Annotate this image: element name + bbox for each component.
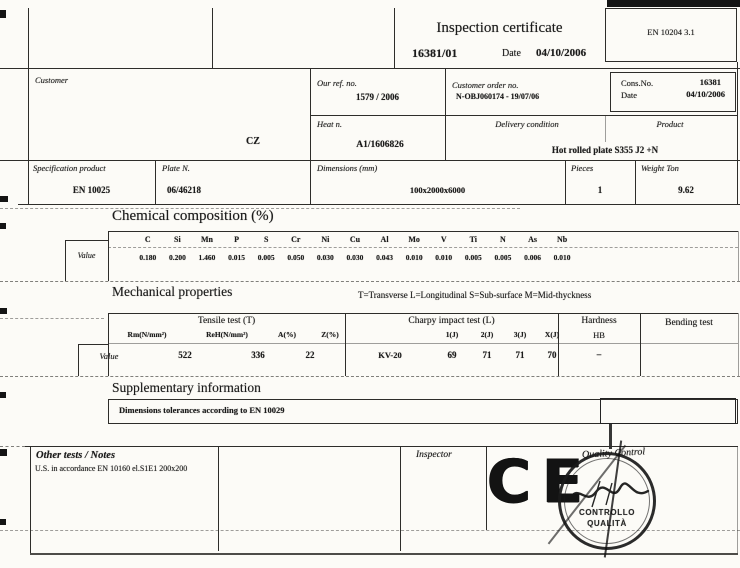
hardness-group-label: Hardness: [581, 316, 617, 326]
rule-line: [212, 8, 213, 68]
mechanical-heading: Mechanical properties: [112, 284, 233, 299]
chemical-elements-row: [133, 235, 577, 244]
delivery-condition-label: Delivery condition: [495, 119, 559, 129]
weight-value: 9.62: [678, 185, 694, 195]
element-header: Ni: [321, 235, 330, 244]
rule-line: [0, 281, 740, 282]
element-value: 0.180: [139, 253, 157, 262]
rule-line: [78, 344, 108, 345]
certificate-date: 04/10/2006: [536, 47, 587, 59]
element-header: N: [500, 235, 506, 244]
element-header: Mo: [408, 235, 420, 244]
element-value: 0.015: [228, 253, 246, 262]
tensile-col-rm: Rm(N/mm²): [127, 330, 167, 339]
mechanical-value-label: Value: [99, 351, 119, 361]
our-ref-label: Our ref. no.: [317, 78, 357, 88]
cons-no-value: 16381: [699, 77, 721, 87]
scan-artifact: [0, 449, 7, 456]
element-header: S: [263, 235, 269, 244]
dimensions-label: Dimensions (mm): [317, 163, 378, 173]
product-value: Hot rolled plate S355 J2 +N: [551, 145, 659, 155]
charpy-value-3: 71: [515, 350, 525, 360]
element-header: Ti: [469, 235, 478, 244]
standard-label: EN 10204 3.1: [647, 27, 695, 37]
supplementary-note: Dimensions tolerances according to EN 10029: [119, 405, 285, 415]
rule-line: [0, 68, 740, 69]
charpy-test-label: KV-20: [378, 350, 402, 360]
element-value: 0.043: [376, 253, 393, 262]
chemical-heading: Chemical composition (%): [112, 208, 274, 224]
cons-date-value: 04/10/2006: [686, 89, 725, 99]
rule-line: [0, 446, 25, 447]
rule-line: [394, 8, 395, 68]
customer-order-value: N-OBJ060174 - 19/07/06: [456, 92, 540, 101]
scan-artifact: [0, 223, 6, 229]
element-header: V: [440, 235, 447, 244]
rule-line: [635, 160, 636, 205]
hardness-unit-label: HB: [593, 330, 605, 340]
customer-label: Customer: [35, 75, 69, 85]
rule-line: [738, 313, 739, 376]
charpy-col-3: 3(J): [513, 330, 527, 339]
tensile-col-a: A(%): [278, 330, 296, 339]
tensile-col-z: Z(%): [321, 330, 339, 339]
heat-value: A1/1606826: [356, 140, 404, 150]
charpy-col-1: 1(J): [445, 330, 459, 339]
element-value: 0.005: [494, 253, 512, 262]
rule-line: [108, 231, 738, 232]
scan-artifact: [0, 392, 6, 398]
rule-line: [400, 446, 401, 551]
charpy-value-1: 69: [447, 350, 457, 360]
scan-artifact: [0, 318, 104, 319]
element-value: 0.006: [524, 253, 541, 262]
rule-line: [0, 160, 740, 161]
customer-order-label: Customer order no.: [452, 80, 519, 90]
consignment-box: [610, 72, 736, 112]
rule-line: [65, 240, 108, 241]
rule-line: [218, 446, 219, 551]
rule-line: [155, 160, 156, 205]
element-value: 0.005: [257, 253, 275, 262]
rule-line: [108, 247, 738, 248]
element-header: Si: [174, 235, 181, 244]
element-value: 0.030: [316, 253, 334, 262]
specification-value: EN 10025: [72, 185, 111, 195]
heat-label: Heat n.: [317, 119, 343, 129]
rule-line: [108, 313, 738, 314]
quality-control-label: Quality Control: [581, 446, 646, 461]
element-value: 0.030: [346, 253, 364, 262]
rule-line: [737, 62, 738, 205]
charpy-value-2: 71: [482, 350, 492, 360]
chemical-values-row: [133, 253, 577, 262]
rule-line: [310, 115, 738, 116]
dimensions-value: 100x2000x6000: [409, 185, 466, 195]
element-value: 0.005: [464, 253, 482, 262]
supplementary-right-cell: [600, 398, 736, 424]
tensile-group-label: Tensile test (T): [197, 316, 256, 326]
element-header: Cr: [291, 235, 301, 244]
bending-group-label: Bending test: [665, 318, 713, 328]
rule-line: [310, 68, 311, 160]
scan-artifact: [607, 0, 740, 7]
element-header: P: [234, 235, 240, 244]
element-value: 0.010: [553, 253, 571, 262]
inspector-label: Inspector: [416, 450, 452, 460]
scan-artifact: [0, 10, 6, 18]
tensile-value-rm: 522: [178, 350, 192, 360]
customer-country: CZ: [246, 136, 260, 147]
certificate-title: Inspection certificate: [436, 20, 563, 36]
hardness-value: –: [596, 349, 602, 359]
element-header: Al: [380, 235, 389, 244]
plate-number-label: Plate N.: [162, 163, 190, 173]
element-value: 1.460: [198, 253, 216, 262]
cons-date-label: Date: [621, 90, 638, 100]
tensile-value-reh: 336: [251, 350, 265, 360]
element-header: As: [528, 235, 537, 244]
supplementary-heading: Supplementary information: [112, 380, 261, 395]
rule-line: [28, 8, 29, 205]
standard-box: [605, 8, 737, 62]
element-value: 0.010: [435, 253, 453, 262]
rule-line: [30, 553, 738, 555]
charpy-value-x: 70: [547, 350, 557, 360]
element-header: Nb: [556, 235, 568, 244]
element-header: C: [144, 235, 151, 244]
plate-number-value: 06/46218: [167, 185, 202, 195]
certificate-date-label: Date: [502, 48, 521, 59]
tensile-value-a: 22: [305, 350, 315, 360]
ce-mark-e: E: [542, 447, 583, 517]
rule-line: [108, 343, 738, 344]
rule-line: [310, 160, 311, 205]
other-tests-note: U.S. in accordance EN 10160 el.S1E1 200x200: [35, 464, 188, 473]
element-value: 0.200: [168, 253, 186, 262]
charpy-col-2: 2(J): [480, 330, 494, 339]
rule-line: [0, 376, 740, 377]
scan-artifact: [0, 519, 6, 525]
stamp-line-2: QUALITÀ: [587, 519, 627, 528]
our-ref-value: 1579 / 2006: [355, 92, 399, 102]
element-value: 0.050: [287, 253, 305, 262]
chemical-value-label: Value: [77, 251, 96, 260]
other-tests-label: Other tests / Notes: [36, 450, 116, 461]
tensile-col-reh: ReH(N/mm²): [206, 330, 248, 339]
element-header: Mn: [200, 235, 213, 244]
pieces-value: 1: [597, 185, 603, 195]
element-header: Cu: [349, 235, 361, 244]
rule-line: [737, 446, 738, 553]
charpy-col-x: X(J): [544, 330, 560, 339]
element-value: 0.010: [405, 253, 423, 262]
scan-artifact: [0, 196, 8, 202]
charpy-group-label: Charpy impact test (L): [408, 316, 495, 326]
rule-line: [30, 446, 31, 553]
rule-line: [738, 231, 739, 281]
rule-line: [108, 231, 109, 281]
certificate-number: 16381/01: [412, 46, 458, 60]
specification-label: Specification product: [33, 163, 106, 173]
stamp-line-1: CONTROLLO: [578, 508, 636, 517]
ce-mark-c: C: [487, 447, 532, 517]
product-label: Product: [656, 119, 684, 129]
mechanical-legend: T=Transverse L=Longitudinal S=Sub-surface M=Mid-thyckness: [358, 290, 592, 300]
rule-line: [565, 160, 566, 205]
rule-line: [18, 204, 740, 205]
rule-line: [445, 68, 446, 160]
weight-label: Weight Ton: [641, 163, 679, 173]
cons-no-label: Cons.No.: [621, 78, 654, 88]
pieces-label: Pieces: [571, 163, 594, 173]
scan-artifact: [0, 308, 7, 314]
